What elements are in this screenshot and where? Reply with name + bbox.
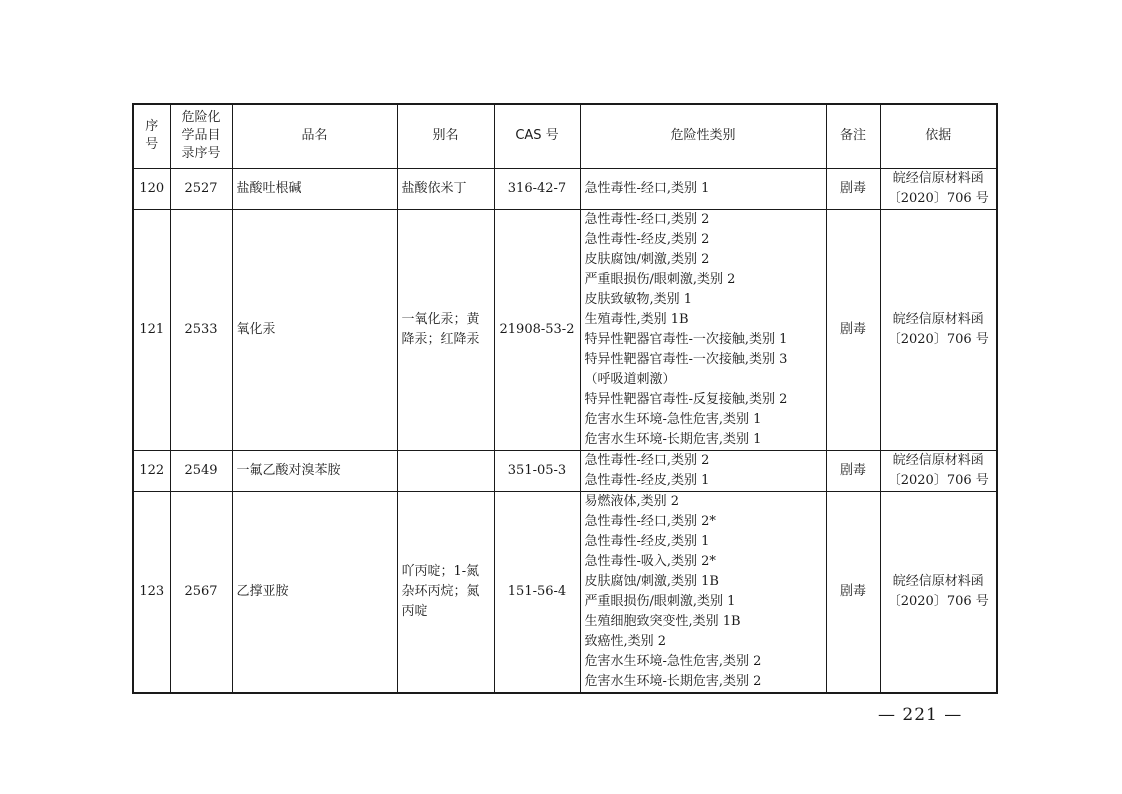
column-header-cas: CAS 号 [494,104,580,168]
column-header-basis: 依据 [880,104,997,168]
basis-line: 〔2020〕706 号 [887,593,989,609]
cell-seq: 121 [133,209,170,450]
hazard-item: 皮肤腐蚀/刺激,类别 1B [584,573,719,589]
table-row [133,209,997,450]
basis-line: 皖经信原材料函 [892,311,984,327]
hazard-item: 危害水生环境-急性危害,类别 1 [584,411,762,427]
hazard-item: 急性毒性-经皮,类别 1 [584,472,710,488]
table-body [133,168,997,693]
cell-alias: 吖丙啶；1-氮杂环丙烷；氮丙啶 [397,491,494,693]
hazard-item: 生殖细胞致突变性,类别 1B [584,613,741,629]
column-header-hazards: 危险性类别 [580,104,826,168]
cell-note: 剧毒 [826,209,880,450]
column-header-alias: 别名 [397,104,494,168]
hazard-item: 急性毒性-经口,类别 2 [584,452,710,468]
hazard-item: 致癌性,类别 2 [584,633,667,649]
basis-line: 〔2020〕706 号 [887,472,989,488]
page-number: — 221 — [878,705,963,725]
hazard-item: 严重眼损伤/眼刺激,类别 1 [584,593,736,609]
cell-hazards [580,168,826,209]
cell-hazards [580,209,826,450]
table-header [133,104,997,168]
basis-line: 〔2020〕706 号 [887,331,989,347]
cell-basis [880,450,997,491]
basis-line: 皖经信原材料函 [892,170,984,186]
cell-seq: 122 [133,450,170,491]
hazard-item: （呼吸道刺激） [584,371,676,387]
hazard-item: 特异性靶器官毒性-反复接触,类别 2 [584,391,788,407]
hazard-item: 严重眼损伤/眼刺激,类别 2 [584,271,736,287]
hazard-item: 危害水生环境-长期危害,类别 1 [584,431,762,447]
hazard-item: 急性毒性-经口,类别 1 [584,180,710,196]
cell-note: 剧毒 [826,491,880,693]
basis-line: 皖经信原材料函 [892,573,984,589]
hazardous-chemicals-table [132,103,998,694]
hazard-item: 急性毒性-吸入,类别 2* [584,553,716,569]
cell-hazards [580,491,826,693]
cell-alias [397,450,494,491]
cell-basis [880,209,997,450]
cell-cas: 351-05-3 [494,450,580,491]
column-header-note: 备注 [826,104,880,168]
cell-catalog-no: 2533 [170,209,232,450]
hazard-item: 急性毒性-经皮,类别 2 [584,231,710,247]
column-header-catalog-no: 危险化学品目录序号 [170,104,232,168]
hazard-item: 特异性靶器官毒性-一次接触,类别 1 [584,331,788,347]
hazard-item: 皮肤致敏物,类别 1 [584,291,693,307]
cell-cas: 316-42-7 [494,168,580,209]
hazard-item: 急性毒性-经口,类别 2 [584,211,710,227]
hazard-item: 危害水生环境-长期危害,类别 2 [584,673,762,689]
cell-catalog-no: 2527 [170,168,232,209]
cell-name: 乙撑亚胺 [232,491,397,693]
cell-name: 盐酸吐根碱 [232,168,397,209]
hazard-item: 易燃液体,类别 2 [584,493,680,509]
cell-hazards [580,450,826,491]
table-row [133,450,997,491]
table-row [133,168,997,209]
column-header-seq: 序号 [133,104,170,168]
table-row [133,491,997,693]
cell-note: 剧毒 [826,450,880,491]
column-header-name: 品名 [232,104,397,168]
cell-seq: 120 [133,168,170,209]
hazard-item: 特异性靶器官毒性-一次接触,类别 3 [584,351,788,367]
basis-line: 皖经信原材料函 [892,452,984,468]
cell-basis [880,168,997,209]
hazard-item: 生殖毒性,类别 1B [584,311,689,327]
hazard-item: 危害水生环境-急性危害,类别 2 [584,653,762,669]
cell-note: 剧毒 [826,168,880,209]
cell-alias: 盐酸依米丁 [397,168,494,209]
basis-line: 〔2020〕706 号 [887,190,989,206]
cell-seq: 123 [133,491,170,693]
header-row [133,104,997,168]
cell-basis [880,491,997,693]
cell-alias: 一氧化汞；黄降汞；红降汞 [397,209,494,450]
cell-cas: 21908-53-2 [494,209,580,450]
cell-cas: 151-56-4 [494,491,580,693]
cell-catalog-no: 2567 [170,491,232,693]
cell-catalog-no: 2549 [170,450,232,491]
hazard-item: 急性毒性-经皮,类别 1 [584,533,710,549]
hazard-item: 急性毒性-经口,类别 2* [584,513,716,529]
hazard-item: 皮肤腐蚀/刺激,类别 2 [584,251,710,267]
cell-name: 氧化汞 [232,209,397,450]
cell-name: 一氟乙酸对溴苯胺 [232,450,397,491]
